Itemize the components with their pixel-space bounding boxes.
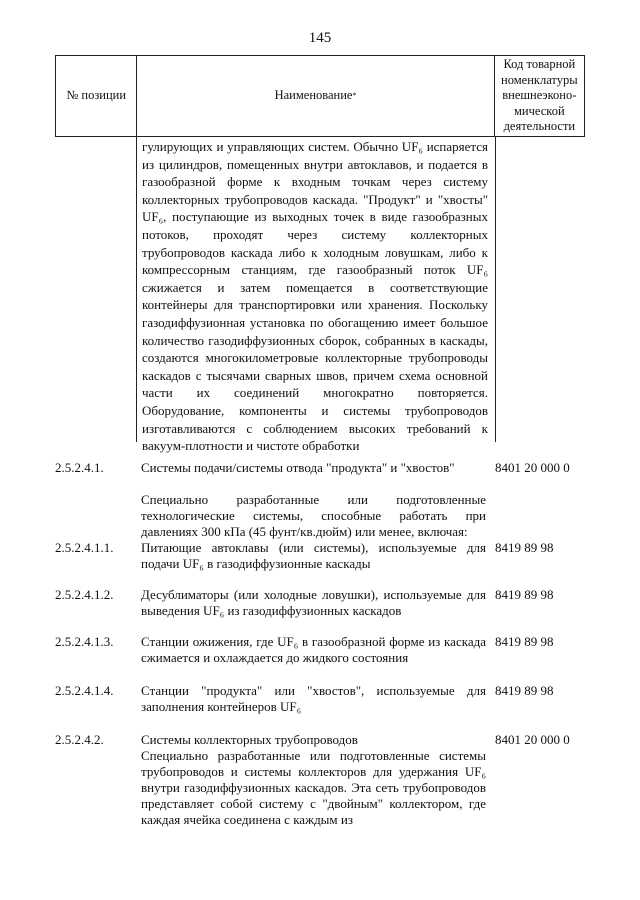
row-position: 2.5.2.4.1.3. [55, 634, 114, 649]
table-header [55, 55, 585, 137]
row-position: 2.5.2.4.2. [55, 732, 104, 747]
row-code: 8401 20 000 0 [495, 732, 570, 747]
row-position: 2.5.2.4.1.1. [55, 540, 114, 555]
intro-text: гулирующих и управляющих систем. Обычно UF₆ испаряется из цилиндров, помещенных внутри автоклавов, и подается в газообразной форме к входным точкам через систему коллекторных трубопроводов каскада. "Продукт" и "хвосты" UF₆, поступающие из выходных точек в виде газообразных потоков, проходят через систему коллекторных трубопроводов каскада либо к холодным ловушкам, либо к компрессорным станциям, где газообразный поток UF₆ сжижается и затем помещается в соответствующие контейнеры для транспортировки или хранения. Поскольку газодиффузионная установка по обогащению имеет большое количество газодиффузионных сборок, собранных в каскады, создаются многокилометровые коллекторные трубопроводы каскадов с тысячами сварных швов, причем схема основной части их соединений многократно повторяется. Оборудование, компоненты и системы трубопроводов изготавливаются с соблюдением высоких требований к вакуум-плотности и чистоте обработки [142, 139, 488, 454]
header-name: Наименование * [137, 56, 494, 136]
row-name: Системы коллекторных трубопроводов [141, 732, 358, 747]
intro-paragraph [142, 138, 488, 455]
row-position: 2.5.2.4.1.2. [55, 587, 114, 602]
row-name: Питающие автоклавы (или системы), используемые для подачи UF₆ в газодиффузионные каскады [141, 540, 486, 571]
page-number: 145 [308, 30, 332, 46]
row-code: 8401 20 000 0 [495, 460, 570, 475]
row-description: Специально разработанные или подготовленные системы трубопроводов и системы коллекторов для удержания UF₆ внутри газодиффузионных каскадов. Эта сеть трубопроводов представляет собой систему с "двойным" коллектором, где каждая ячейка соединена с каждым из [141, 748, 486, 827]
header-position: № позиции [56, 56, 137, 136]
row-code: 8419 89 98 [495, 683, 554, 698]
header-name-label: Наименование [274, 88, 353, 103]
header-code: Код товарной номенклатуры внешнеэконо- мической деятельности [501, 57, 578, 134]
row-position: 2.5.2.4.1. [55, 460, 104, 475]
row-name: Десублиматоры (или холодные ловушки), используемые для выведения UF₆ из газодиффузионных каскадов [141, 587, 486, 618]
row-name: Станции ожижения, где UF₆ в газообразной форме из каскада сжимается и охлаждается до жидкого состояния [141, 634, 486, 665]
row-name: Системы подачи/системы отвода "продукта" и "хвостов" [141, 460, 455, 475]
row-code: 8419 89 98 [495, 634, 554, 649]
row-position: 2.5.2.4.1.4. [55, 683, 114, 698]
column-divider-left [136, 137, 137, 442]
row-code: 8419 89 98 [495, 540, 554, 555]
column-divider-right [495, 137, 496, 442]
row-name: Станции "продукта" или "хвостов", используемые для заполнения контейнеров UF₆ [141, 683, 486, 714]
row-code: 8419 89 98 [495, 587, 554, 602]
row-description: Специально разработанные или подготовленные технологические системы, способные работать при давлениях 300 кПа (45 фунт/кв.дюйм) или менее, включая: [141, 492, 486, 539]
